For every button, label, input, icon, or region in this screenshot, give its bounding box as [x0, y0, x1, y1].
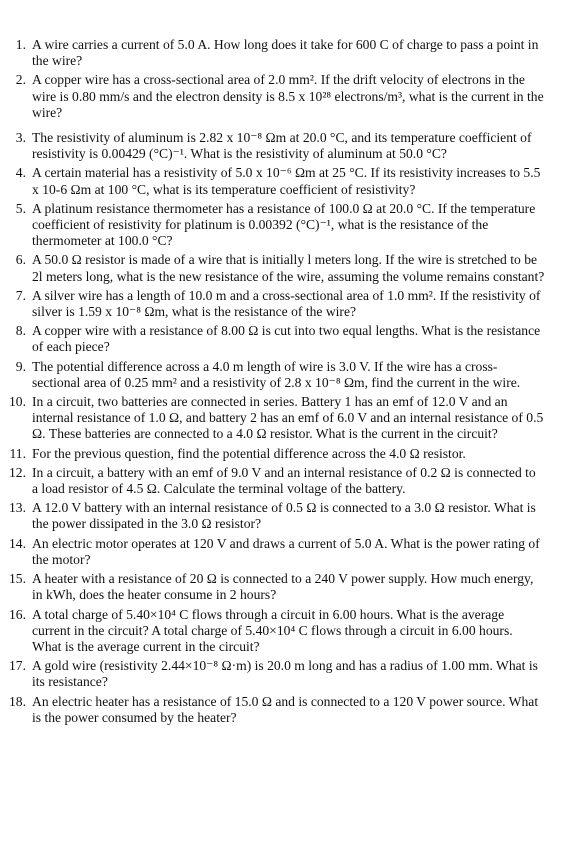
question-text: For the previous question, find the potential difference across the 4.0 Ω resistor.: [32, 445, 466, 461]
question-number: 11.: [9, 445, 26, 461]
question-text: In a circuit, a battery with an emf of 9.0 V and an internal resistance of 0.2 Ω is connected to a load resistor of 4.5 Ω. Calculate the terminal voltage of the battery.: [32, 464, 536, 497]
question-number: 13.: [9, 500, 26, 516]
question-16: [0, 607, 563, 656]
question-number: 3.: [15, 130, 26, 146]
question-text: A wire carries a current of 5.0 A. How long does it take for 600 C of charge to pass a point in the wire?: [32, 37, 539, 69]
question-text: A silver wire has a length of 10.0 m and a cross-sectional area of 1.0 mm². If the resistivity of silver is 1.59 x 10⁻⁸ Ωm, what is the resistance of the wire?: [32, 287, 541, 320]
question-15: [0, 571, 563, 603]
question-text: A 12.0 V battery with an internal resistance of 0.5 Ω is connected to a 3.0 Ω resistor. What is the power dissipated in the 3.0 Ω resistor?: [32, 500, 536, 532]
question-3: [0, 130, 563, 162]
question-5: [0, 201, 563, 250]
question-2: [0, 72, 563, 121]
question-text: A heater with a resistance of 20 Ω is connected to a 240 V power supply. How much energy, in kWh, does the heater consume in 2 hours?: [32, 571, 534, 603]
question-number: 16.: [9, 606, 26, 622]
question-9: [0, 359, 563, 391]
question-text: An electric heater has a resistance of 15.0 Ω and is connected to a 120 V power source. What is the power consumed by the heater?: [32, 693, 539, 725]
question-text: A certain material has a resistivity of 5.0 x 10⁻⁶ Ωm at 25 °C. If its resistivity increases to 5.5 x 10-6 Ωm at 100 °C, what is its temperature coefficient of resistivity?: [32, 165, 541, 197]
question-number: 8.: [15, 323, 26, 339]
question-number: 10.: [9, 394, 26, 410]
question-number: 15.: [9, 571, 26, 587]
question-7: [0, 288, 563, 320]
question-11: [0, 446, 563, 462]
question-text: A copper wire with a resistance of 8.00 Ω is cut into two equal lengths. What is the resistance of each piece?: [32, 323, 541, 355]
question-number: 18.: [9, 693, 26, 709]
question-17: [0, 658, 563, 690]
problem-sheet: [0, 37, 563, 726]
question-text: A copper wire has a cross-sectional area of 2.0 mm². If the drift velocity of electrons in the wire is 0.80 mm/s and the electron density is 8.5 x 10²⁸ electrons/m³, what is the current in the wire?: [32, 72, 544, 120]
question-text: A gold wire (resistivity 2.44×10⁻⁸ Ω·m) is 20.0 m long and has a radius of 1.00 mm. What is its resistance?: [32, 658, 538, 690]
question-18: [0, 694, 563, 726]
question-number: 9.: [15, 358, 26, 374]
question-number: 12.: [9, 464, 26, 480]
question-12: [0, 465, 563, 497]
question-13: [0, 500, 563, 532]
question-number: 5.: [15, 200, 26, 216]
question-number: 7.: [15, 287, 26, 303]
question-text: In a circuit, two batteries are connected in series. Battery 1 has an emf of 12.0 V and an internal resistance of 1.0 Ω, and battery 2 has an emf of 6.0 V and an internal resistance of 0.5 Ω. These batteries are connected to a 4.0 Ω resistor. What is the current in the circuit?: [32, 394, 544, 442]
question-4: [0, 165, 563, 197]
question-text: An electric motor operates at 120 V and draws a current of 5.0 A. What is the power rating of the motor?: [32, 535, 540, 567]
question-10: [0, 394, 563, 443]
question-number: 6.: [15, 252, 26, 268]
question-text: The resistivity of aluminum is 2.82 x 10⁻⁸ Ωm at 20.0 °C, and its temperature coefficient of resistivity is 0.00429 (°C)⁻¹. What is the resistivity of aluminum at 50.0 °C?: [32, 130, 532, 162]
question-number: 1.: [15, 37, 26, 52]
question-1: [0, 37, 563, 69]
question-6: [0, 252, 563, 284]
question-number: 4.: [15, 165, 26, 181]
question-text: The potential difference across a 4.0 m length of wire is 3.0 V. If the wire has a cross-sectional area of 0.25 mm² and a resistivity of 2.8 x 10⁻⁸ Ωm, find the current in the wire.: [32, 358, 521, 390]
question-text: A total charge of 5.40×10⁴ C flows through a circuit in 6.00 hours. What is the average current in the circuit? A total charge of 5.40×10⁴ C flows through a circuit in 6.00 hours. What is the average current in the circuit?: [32, 606, 513, 654]
question-text: A platinum resistance thermometer has a resistance of 100.0 Ω at 20.0 °C. If the temperature coefficient of resistivity for platinum is 0.00392 (°C)⁻¹, what is the resistance of the thermometer at 100.0 °C?: [32, 200, 536, 249]
question-number: 17.: [9, 658, 26, 674]
question-number: 14.: [9, 535, 26, 551]
question-14: [0, 536, 563, 568]
question-8: [0, 323, 563, 355]
question-number: 2.: [15, 72, 26, 88]
question-text: A 50.0 Ω resistor is made of a wire that is initially l meters long. If the wire is stretched to be 2l meters long, what is the new resistance of the wire, assuming the volume remains constant?: [32, 252, 545, 284]
